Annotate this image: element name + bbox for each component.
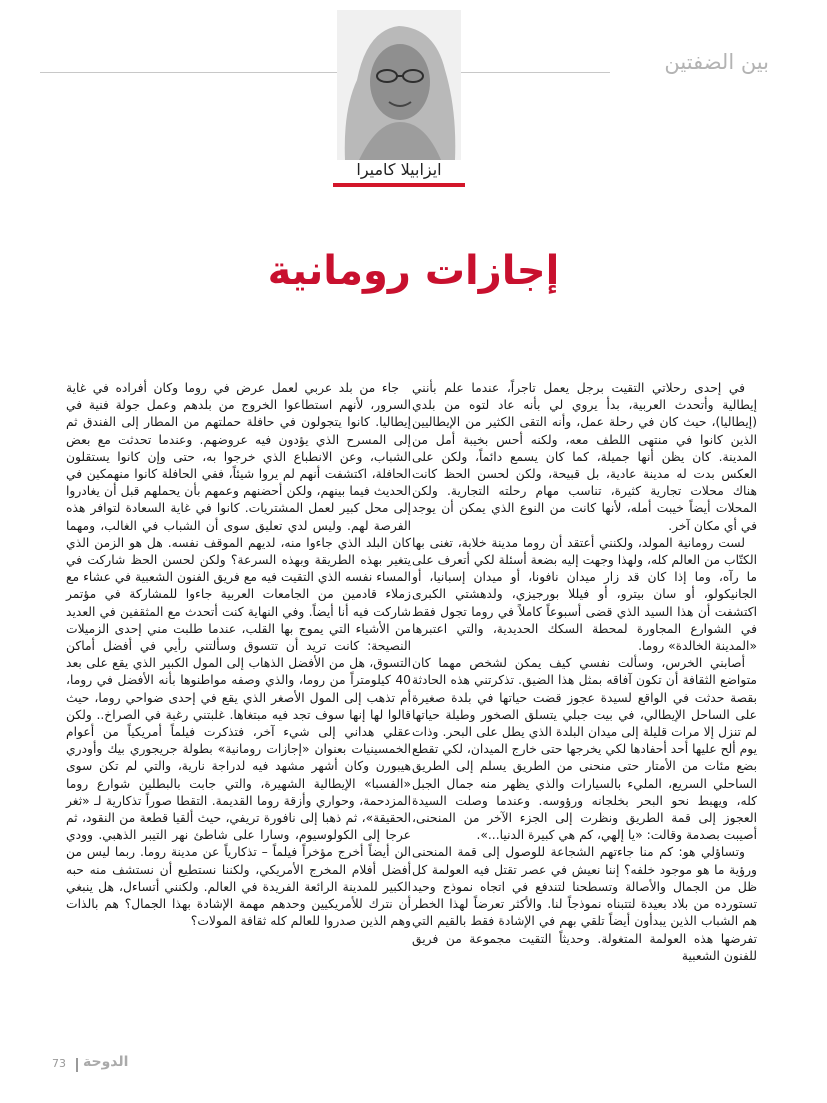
author-name: ايزابيلا كاميرا — [356, 160, 442, 179]
author-underline — [333, 183, 465, 187]
paragraph: في إحدى رحلاتي التقيت برجل يعمل تاجراً، عندما علم بأنني إيطالية وأتحدث العربية، بدأ يروي لي بأنه عاد لتوه من بلدي (إيطاليا)، حيث كان في رحلة عمل، وأنه التقى الكثير من الإيطاليين الذين كانوا في منتهى اللطف معه، ولكنه أحس بخيبة أمل من المدينة. كان يظن أنها جميلة، كما كان يسمع دائماً، ولكن على العكس بدت له مدينة عادية، بل قبيحة، ولكن لحسن الحظ كانت هناك محلات تجارية كثيرة، تناسب مهام رحلته التجارية. ولكن المحلات أيضاً خيبت أمله، لأنها كانت من النوع الذي يمكن أن يوجد في أي مكان آخر. — [412, 381, 757, 533]
paragraph: أصابني الخرس، وسألت نفسي كيف يمكن لشخص مهما كان متواضع الثقافة أن تكون آفاقه بمثل هذا الضيق. تذكرتني هذه الحادثة بقصة حدثت في الواقع لسيدة عجوز قضت حياتها في بلدة صغيرة على الساحل الإيطالي، في بيت جبلي يتسلق الصخور وطيلة حياتها لم تنزل إلا مرات قليلة إلى ميدان البلدة الذي يطل على البحر. وذات يوم ألح عليها أحد أحفادها لكي يخرجها حتى خارج الميدان، لكي تقطع بضع مئات من الأمتار حتى منحنى من الطريق يسلم إلى الطريق الساحلي السريع، المليء بالسيارات والذي يظهر منه جمال الجبل كله، ويهبط نحو البحر بخلجانه ورؤوسه. وعندما وصلت السيدة العجوز إلى قمة الطريق ونظرت إلى الجزء الآخر من المنحنى، أصيبت بصدمة وقالت: «يا إلهي، كم هي كبيرة الدنيا...». — [412, 656, 757, 843]
article-column-right — [412, 380, 757, 965]
paragraph: جاء من بلد عربي لعمل عرض في روما وكان أفراده في غاية السرور، لأنهم استطاعوا الخروج من بلدهم وعمل جولة فنية في إيطاليا. كانوا يتجولون في حافلة حملتهم من المطار إلى الفندق ثم إلى المسرح الذي يؤدون فيه عروضهم. وعندما تحدثت مع بعض الشباب، وعن الانطباع الذي خرجوا به، حتى وإن كانوا يستقلون الحافلة، اكتشفت أنهم لم يروا شيئاً، ففي الحافلة كانوا منهمكين في الحديث فيما بينهم، ولكن أحضنهم وعمهم بأن يحملهم قبل أن يغادروا إلى محل كبير لعمل المشتريات. كانوا في غاية السعادة لتوافر هذه الفرصة لهم. وليس لدي تعليق سوى أن الشباب في الغالب، ومهما كان البلد الذي جاءوا منه، لديهم الموقف نفسه. هل هو الزمن الذي يتغير بهذه الطريقة وبهذه السرعة؟ ولكن لحسن الحظ شاركت في المساء نفسه الذي التقيت فيه مع فريق الفنون الشعبية في عشاء مع زملاء قادمين من الجامعات العربية جاءوا للمشاركة في مؤتمر شاركت فيه أنا أيضاً. وفي النهاية كنت أتحدث مع المثقفين في العديد من الأشياء التي يموج بها القلب، عندما طلبت مني إحدى الزميلات النصيحة: كانت تريد أن تتسوق وسألتني رأيي في أفضل أماكن التسوق، هل من الأفضل الذهاب إلى المول الكبير الذي يقع على بعد 40 كيلومتراً من روما، والذي وصفه مواطنوها بأنه الأفضل في روما، أم تذهب إلى المول الأصغر الذي يقع في إحدى ضواحي روما، حيث قالوا لها إنها سوف تجد فيه مبتغاها. غلبتني رغبة في الصراخ.. ولكن عقلي هداني إلى شيء آخر، فتذكرت فيلماً أمريكياً من أعوام الخمسينيات بعنوان «إجازات رومانية» بطولة جريجوري بيك وأودري هيبورن وكان أشهر مشهد فيه لدراجة نارية، والتي لم تكن سوى «الفسبا» الإيطالية الشهيرة، والتي جابت بالبطلين شوارع روما المزدحمة، وحواري وأزقة روما القديمة. التقطا صوراً تذكارية لـ «ثغر الحقيقة»، ثم ذهبا إلى نافورة تريفي، حيث ألقيا قطعة من النقود، ثم عرجا إلى الكولوسيوم، وسارا على شاطئ نهر التيبر الذهبي. وودي الن أيضاً أخرج مؤخراً فيلماً – تذكارياً عن مدينة روما. ربما ليس من أفضل أفلام المخرج الأمريكي، ولكننا نستطيع أن نستشف منه حبه الكبير للمدينة الرائعة الفريدة في العالم. ولكنني أتساءل، هل ينبغي أن نترك للأمريكيين وحدهم مهمة الإشادة بهذا الجمال؟ هم بالذات وهم الذين صدروا للعالم كله ثقافة المولات؟ — [66, 381, 411, 929]
article-title: إجازات رومانية — [267, 248, 560, 294]
author-photo — [337, 10, 461, 160]
author-portrait — [337, 10, 461, 160]
footer-divider — [76, 1058, 78, 1072]
page-number: 73 — [52, 1057, 66, 1070]
magazine-name: الدوحة — [83, 1054, 129, 1070]
paragraph: وتساؤلي هو: كم منا جاءتهم الشجاعة للوصول إلى قمة المنحنى ورؤية ما هو موجود خلفه؟ إننا نعيش في عصر تقتل فيه العولمة كل ظل من الجمال والأصالة وتسطحنا لتندفع في اتجاه نموذج وحيد تستورده من بلاد بعيدة لتتبناه نموذجاً لنا. والأكثر تعرضاً لهذا الخطر هم الشباب الذين يبدأون أيضاً تلقي بهم في الإشادة فقط بالقيم التي تفرضها هذه العولمة المتغولة. وحديثاً التقيت مجموعة من فريق للفنون الشعبية — [412, 845, 757, 963]
section-divider — [40, 72, 610, 73]
paragraph: لست رومانية المولد، ولكنني أعتقد أن روما مدينة خلابة، تغنى بها الكتّاب من العالم كله، ولهذا وجهت إليه بضعة أسئلة لكي أتعرف على ما رآه، وما إذا كان قد زار ميدان نافونا، أو ميدان إسبانيا، أو الجانيكولو، أو سان بيترو، أو فيللا بورجيزي، ولدهشتي الكبرى اكتشفت أن هذا السيد الذي قضى أسبوعاً كاملاً في روما تجول فقط في الشوارع المجاورة لمحطة السكك الحديدية، والتي اعتبرها «المدينة الخالدة» روما. — [412, 535, 757, 654]
article-column-left — [66, 380, 411, 931]
section-label: بين الضفتين — [664, 50, 769, 74]
